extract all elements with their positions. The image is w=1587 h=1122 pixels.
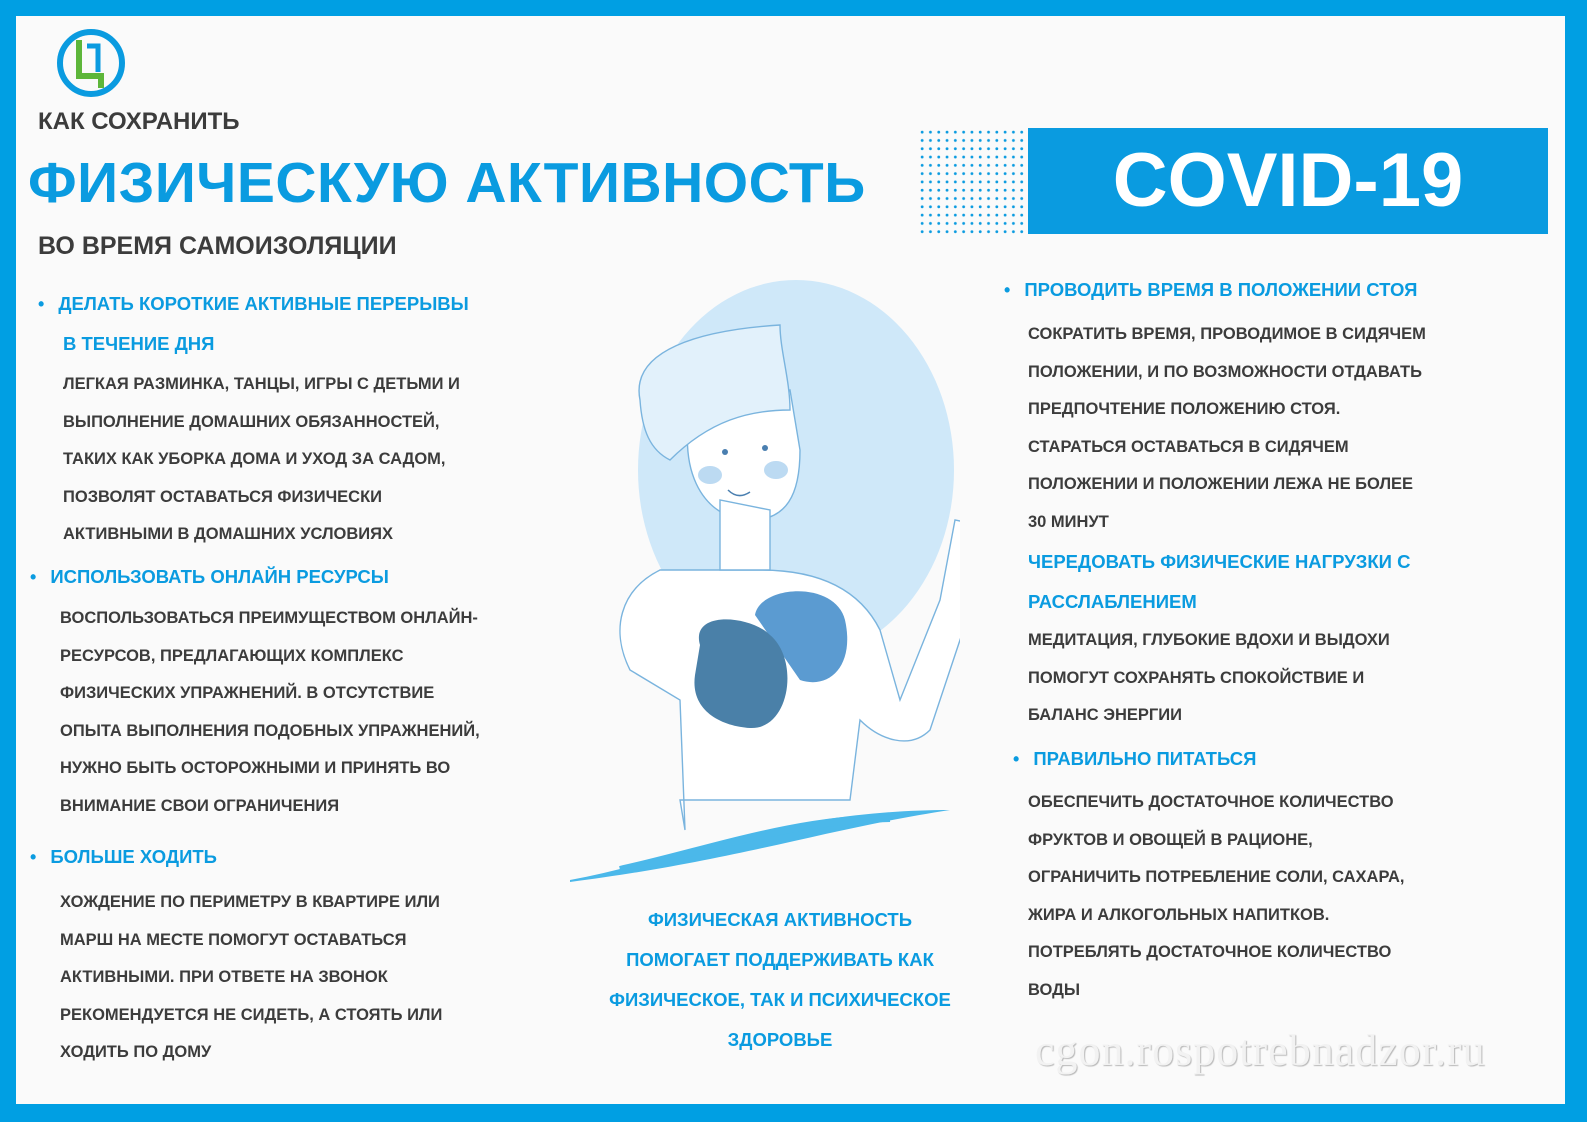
- body-line: ПОТРЕБЛЯТЬ ДОСТАТОЧНОЕ КОЛИЧЕСТВО: [1028, 943, 1392, 961]
- heading-line: ЧЕРЕДОВАТЬ ФИЗИЧЕСКИЕ НАГРУЗКИ С: [1028, 551, 1411, 572]
- header-pre: КАК СОХРАНИТЬ: [38, 108, 240, 135]
- body-line: ТАКИХ КАК УБОРКА ДОМА И УХОД ЗА САДОМ,: [63, 450, 446, 468]
- body-line: ПРЕДПОЧТЕНИЕ ПОЛОЖЕНИЮ СТОЯ.: [1028, 400, 1341, 418]
- heading-line: ПРАВИЛЬНО ПИТАТЬСЯ: [1033, 748, 1257, 769]
- center-caption: [560, 900, 1000, 1060]
- heading-line: ПРОВОДИТЬ ВРЕМЯ В ПОЛОЖЕНИИ СТОЯ: [1024, 279, 1418, 300]
- heading-line: В ТЕЧЕНИЕ ДНЯ: [63, 333, 215, 354]
- body-line: НУЖНО БЫТЬ ОСТОРОЖНЫМИ И ПРИНЯТЬ ВО: [60, 759, 451, 777]
- page-title: ФИЗИЧЕСКУЮ АКТИВНОСТЬ: [28, 151, 866, 215]
- caption-line: ПОМОГАЕТ ПОДДЕРЖИВАТЬ КАК: [626, 949, 934, 970]
- dot-pattern: [918, 128, 1026, 234]
- tip-short-breaks: [30, 284, 469, 554]
- body-line: ВНИМАНИЕ СВОИ ОГРАНИЧЕНИЯ: [60, 796, 340, 815]
- covid-badge: COVID-19: [1028, 128, 1548, 234]
- body-line: ФРУКТОВ И ОВОЩЕЙ В РАЦИОНЕ,: [1028, 830, 1313, 849]
- body-line: 30 МИНУТ: [1028, 512, 1109, 531]
- body-line: СОКРАТИТЬ ВРЕМЯ, ПРОВОДИМОЕ В СИДЯЧЕМ: [1028, 325, 1426, 343]
- logo: [54, 26, 128, 100]
- body-line: ВЫПОЛНЕНИЕ ДОМАШНИХ ОБЯЗАННОСТЕЙ,: [63, 412, 440, 431]
- heading-line: ДЕЛАТЬ КОРОТКИЕ АКТИВНЫЕ ПЕРЕРЫВЫ: [58, 293, 469, 314]
- bullet-icon: •: [1004, 280, 1011, 300]
- body-line: МАРШ НА МЕСТЕ ПОМОГУТ ОСТАВАТЬСЯ: [60, 930, 407, 949]
- body-line: ВОДЫ: [1028, 980, 1081, 999]
- body-line: РЕСУРСОВ, ПРЕДЛАГАЮЩИХ КОМПЛЕКС: [60, 646, 404, 665]
- tip-heading: [1000, 270, 1426, 310]
- heading-line: РАССЛАБЛЕНИЕМ: [1028, 591, 1197, 612]
- tip-heading: [1009, 739, 1405, 779]
- watermark: cgon.rospotrebnadzor.ru: [1035, 1026, 1486, 1075]
- caption-line: ФИЗИЧЕСКОЕ, ТАК И ПСИХИЧЕСКОЕ: [609, 989, 951, 1010]
- tip-heading: [26, 837, 442, 877]
- tip-alternate-load: [1028, 542, 1410, 735]
- tip-stand: [1000, 270, 1426, 541]
- body-line: ПОЛОЖЕНИИ И ПОЛОЖЕНИИ ЛЕЖА НЕ БОЛЕЕ: [1028, 475, 1414, 493]
- body-line: ОПЫТА ВЫПОЛНЕНИЯ ПОДОБНЫХ УПРАЖНЕНИЙ,: [60, 721, 480, 740]
- body-line: ПОЗВОЛЯТ ОСТАВАТЬСЯ ФИЗИЧЕСКИ: [63, 487, 383, 506]
- tip-eat-right: [1009, 739, 1405, 1009]
- caption-line: ФИЗИЧЕСКАЯ АКТИВНОСТЬ: [647, 909, 913, 930]
- body-line: ЖИРА И АЛКОГОЛЬНЫХ НАПИТКОВ.: [1028, 905, 1330, 924]
- body-line: БАЛАНС ЭНЕРГИИ: [1028, 706, 1182, 724]
- body-line: ПОЛОЖЕНИИ, И ПО ВОЗМОЖНОСТИ ОТДАВАТЬ: [1028, 362, 1422, 381]
- body-line: ОГРАНИЧИТЬ ПОТРЕБЛЕНИЕ СОЛИ, САХАРА,: [1028, 868, 1405, 886]
- body-line: ЛЕГКАЯ РАЗМИНКА, ТАНЦЫ, ИГРЫ С ДЕТЬМИ И: [63, 375, 460, 393]
- tip-heading: [26, 557, 480, 597]
- heading-line: БОЛЬШЕ ХОДИТЬ: [50, 846, 217, 867]
- caption-line: ЗДОРОВЬЕ: [727, 1029, 833, 1050]
- body-line: ФИЗИЧЕСКИХ УПРАЖНЕНИЙ. В ОТСУТСТВИЕ: [60, 684, 435, 702]
- body-line: РЕКОМЕНДУЕТСЯ НЕ СИДЕТЬ, А СТОЯТЬ ИЛИ: [60, 1005, 443, 1024]
- tip-online-resources: [26, 557, 480, 825]
- bullet-icon: •: [1013, 749, 1020, 769]
- body-line: ВОСПОЛЬЗОВАТЬСЯ ПРЕИМУЩЕСТВОМ ОНЛАЙН-: [60, 609, 478, 627]
- body-line: ХОЖДЕНИЕ ПО ПЕРИМЕТРУ В КВАРТИРЕ ИЛИ: [60, 893, 440, 911]
- illustration-person-with-kettlebell: [560, 270, 960, 890]
- body-line: ОБЕСПЕЧИТЬ ДОСТАТОЧНОЕ КОЛИЧЕСТВО: [1028, 793, 1394, 811]
- header-subtitle: ВО ВРЕМЯ САМОИЗОЛЯЦИИ: [38, 232, 397, 260]
- heading-line: ИСПОЛЬЗОВАТЬ ОНЛАЙН РЕСУРСЫ: [50, 566, 389, 587]
- body-line: ХОДИТЬ ПО ДОМУ: [60, 1043, 212, 1061]
- body-line: МЕДИТАЦИЯ, ГЛУБОКИЕ ВДОХИ И ВЫДОХИ: [1028, 631, 1390, 649]
- tip-walk-more: [26, 837, 442, 1072]
- body-line: АКТИВНЫМИ В ДОМАШНИХ УСЛОВИЯХ: [63, 525, 394, 543]
- bullet-icon: •: [30, 847, 37, 867]
- bullet-icon: •: [30, 567, 37, 587]
- bullet-icon: •: [38, 294, 45, 314]
- body-line: ПОМОГУТ СОХРАНЯТЬ СПОКОЙСТВИЕ И: [1028, 668, 1365, 687]
- tip-heading: [30, 284, 469, 324]
- body-line: СТАРАТЬСЯ ОСТАВАТЬСЯ В СИДЯЧЕМ: [1028, 437, 1349, 456]
- body-line: АКТИВНЫМИ. ПРИ ОТВЕТЕ НА ЗВОНОК: [60, 968, 388, 986]
